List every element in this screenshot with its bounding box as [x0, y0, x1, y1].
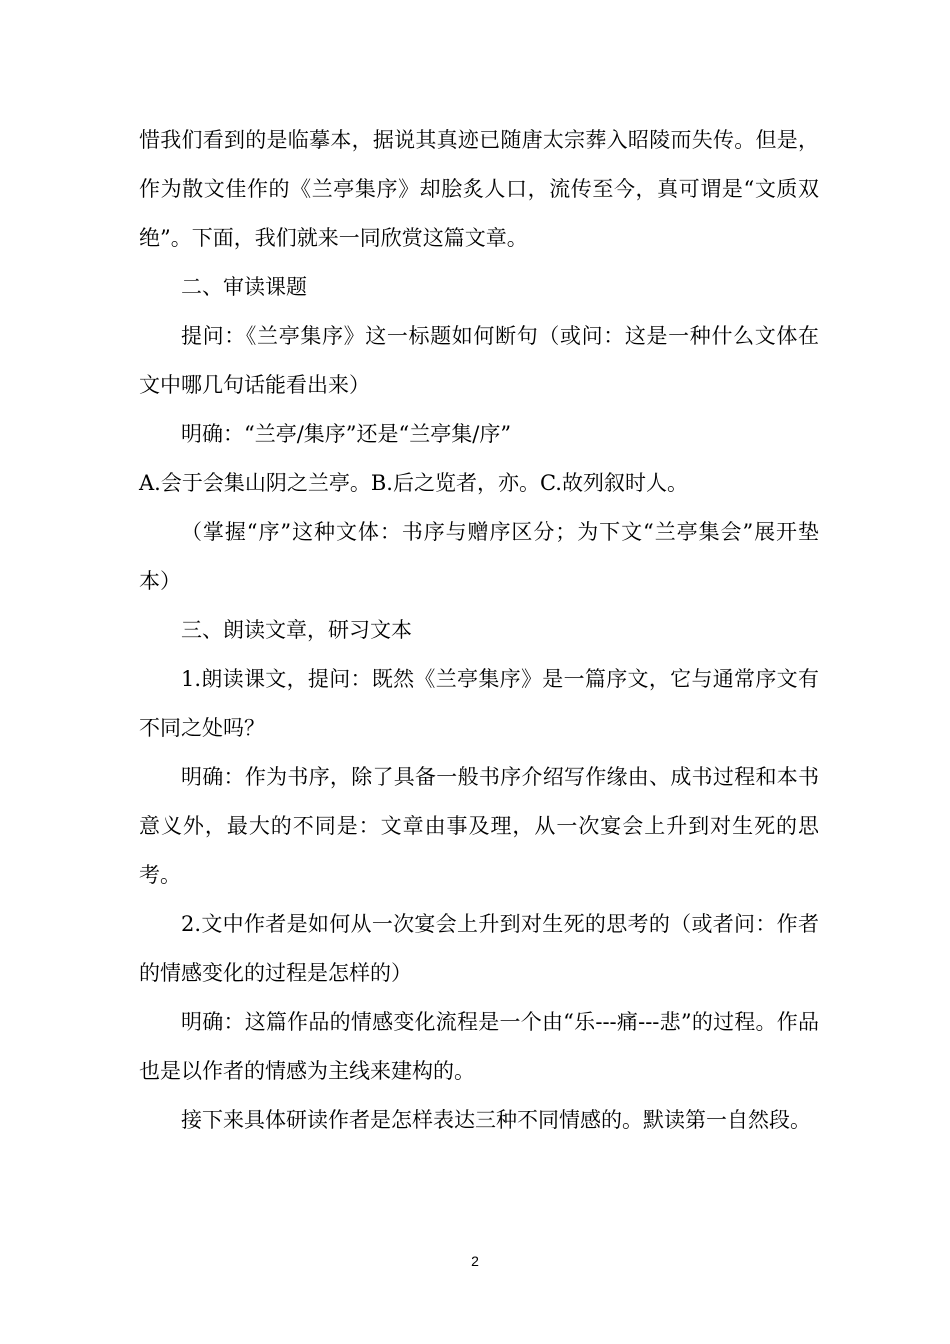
paragraph-question-2: 2.文中作者是如何从一次宴会上升到对生死的思考的（或者问：作者的情感变化的过程是怎样的） — [139, 912, 819, 985]
paragraph-intro-continuation: 惜我们看到的是临摹本，据说其真迹已随唐太宗葬入昭陵而失传。但是，作为散文佳作的《兰亭集序》却脍炙人口，流传至今，真可谓是“文质双绝”。下面，我们就来一同欣赏这篇文章。 — [139, 128, 819, 250]
document-body — [139, 116, 819, 1145]
page-number: 2 — [471, 1253, 479, 1269]
paragraph-options: A.会于会集山阴之兰亭。B.后之览者，亦。C.故列叙时人。 — [139, 471, 688, 495]
section-heading-reading: 三、朗读文章，研习文本 — [181, 618, 412, 642]
paragraph-question-1: 1.朗读课文，提问：既然《兰亭集序》是一篇序文，它与通常序文有不同之处吗？ — [139, 667, 819, 740]
paragraph-next-step: 接下来具体研读作者是怎样表达三种不同情感的。默读第一自然段。 — [181, 1108, 811, 1132]
section-heading-review-title: 二、审读课题 — [181, 275, 307, 299]
paragraph-answer-2: 明确：这篇作品的情感变化流程是一个由“乐---痛---悲”的过程。作品也是以作者的情感为主线来建构的。 — [139, 1010, 819, 1083]
paragraph-answer-1: 明确：作为书序，除了具备一般书序介绍写作缘由、成书过程和本书意义外，最大的不同是：文章由事及理，从一次宴会上升到对生死的思考。 — [139, 765, 819, 887]
paragraph-note-genre: （掌握“序”这种文体：书序与赠序区分；为下文“兰亭集会”展开垫本） — [139, 520, 819, 593]
paragraph-question-title: 提问：《兰亭集序》这一标题如何断句（或问：这是一种什么文体在文中哪几句话能看出来） — [139, 324, 819, 397]
paragraph-answer-title: 明确：“兰亭/集序”还是“兰亭集/序” — [181, 422, 512, 446]
